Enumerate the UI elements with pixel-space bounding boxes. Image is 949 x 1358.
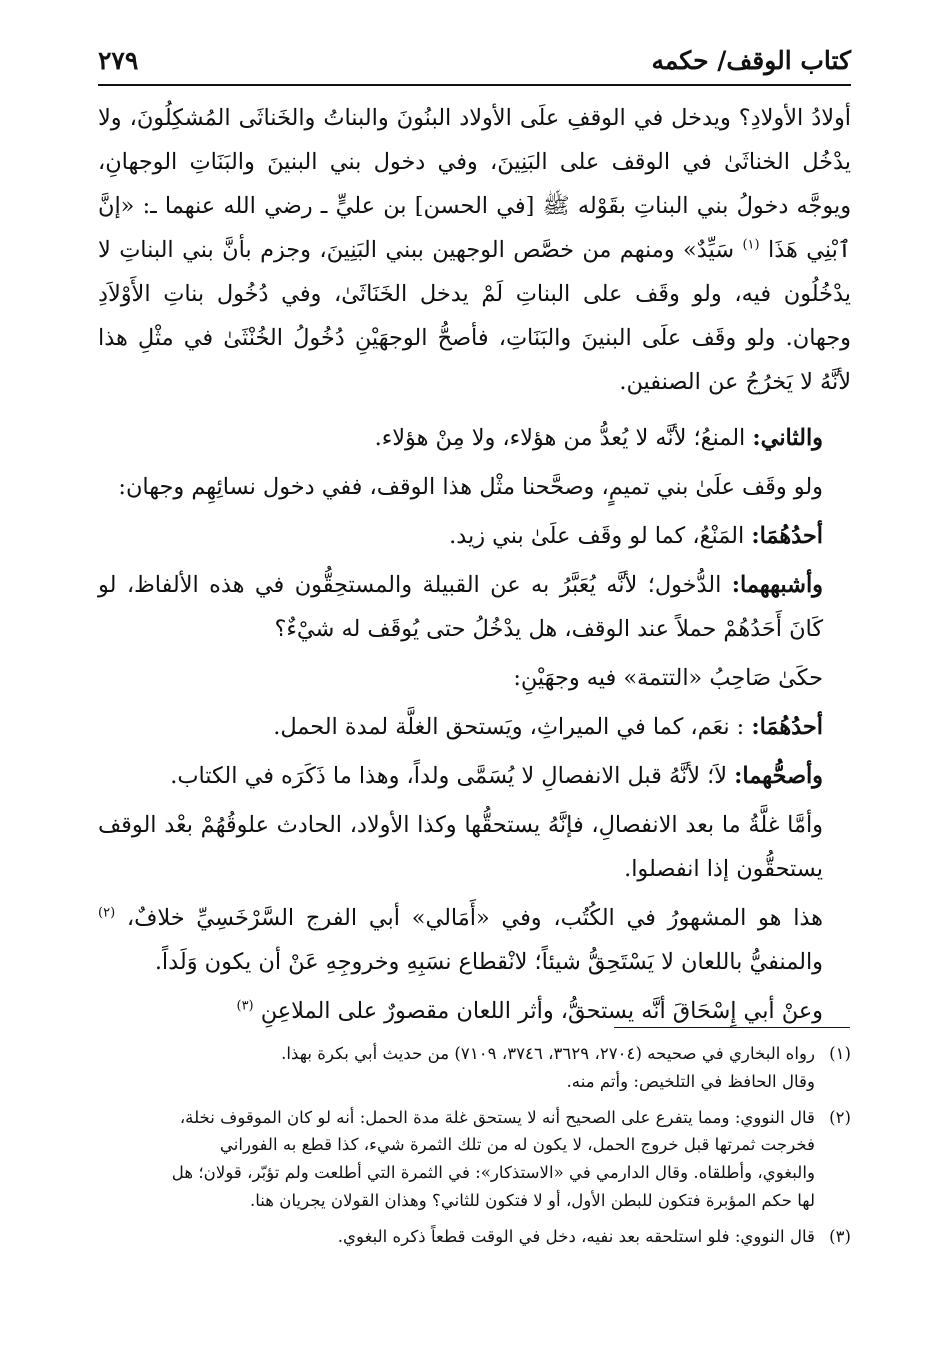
footnotes	[98, 1040, 851, 1259]
paragraph-lead: وأصحُّهما:	[734, 763, 823, 789]
paragraph-text: : نعَم، كما في الميراثِ، ويَستحق الغلَّة لمدة الحمل.	[273, 714, 745, 740]
paragraph-text: حكَىٰ صَاحِبُ «التتمة» فيه وجهَيْنِ:	[513, 665, 823, 691]
paragraph-1	[98, 96, 851, 404]
page-header	[98, 40, 851, 84]
text-line: وأمَّا غلَّةُ ما بعد الانفصالِ، فإنَّهُ يستحقُّها وكذا الأولاد، الحادث علوقُهُمْ بعْد	[164, 812, 823, 838]
paragraph-lead: أحدُهُمَا:	[751, 714, 823, 740]
footnote-line: رواه البخاري في صحيحه (٢٧٠٤، ٣٦٢٩، ٣٧٤٦، ٧١٠٩) من حديث أبي بكرة بهذا.	[281, 1044, 815, 1063]
footnote-text	[98, 1040, 815, 1096]
text-line: أولادُ الأولادِ؟ ويدخل في الوقفِ علَى الأولاد البنُونَ والبناتُ والخَناثَى المُشكِلُونَ، ولا	[98, 105, 851, 131]
paragraph-7	[98, 705, 851, 749]
footnote-ref-1: (١)	[742, 237, 760, 253]
footnote-line: والبغوي، وأطلقاه. وقال الدارمي في «الاستذكار»: في الثمرة التي أطلعت ولم تؤبّر، قولان؛ هل	[171, 1163, 815, 1183]
paragraph-text: وعنْ أبي إِسْحَاقَ أنَّه يستحقُّ، وأثر اللعان مقصورٌ على الملاعِنِ	[260, 998, 823, 1024]
footnote-separator	[614, 1027, 850, 1028]
footnote-line: لها حكم المؤبرة فتكون للبطن الأول، أو لا فتكون للثاني؟ وهذان القولان يجريان هنا.	[249, 1190, 815, 1210]
text-line: الدُّخول؛ لأنَّه يُعَبَّرُ به عن القبيلة والمستحِقُّون في هذه الألفاظ، لو	[98, 572, 722, 598]
footnote-ref-2: (٢)	[98, 905, 116, 921]
text-line: وجهان:	[118, 474, 185, 500]
paragraph-8	[98, 754, 851, 798]
paragraph-lead: وأشبههما:	[731, 572, 823, 598]
paragraph-3	[98, 465, 851, 509]
text-line: دخولُ بني البناتِ بقَوْله ﷺ [في الحسن] بن عليٍّ ـ رضي الله عنهما ـ: «إنَّ ٱبْنِي هَذَا	[98, 193, 851, 263]
footnote-number: (٢)	[829, 1107, 851, 1127]
paragraph-text: المَنْعُ، كما لو وقَف علَىٰ بني زيد.	[449, 523, 745, 549]
paragraph-5	[98, 563, 851, 651]
text-line: الوقف يستحقُّون إذا انفصلوا.	[98, 812, 823, 882]
footnote-3	[98, 1223, 851, 1251]
running-title: كتاب الوقف/ حكمه	[651, 46, 851, 75]
text-line: علَى البنينَ والبَنَاتِ، فأصحُّ الوجهَيْنِ دُخُولُ الخُنْثَىٰ في مثْلِ هذا لأنَّهُ لا يَخرُجُ عن	[98, 325, 851, 395]
footnote-2	[98, 1104, 851, 1215]
footnote-text	[98, 1104, 815, 1215]
main-text	[98, 96, 851, 1038]
header-rule	[98, 84, 851, 86]
paragraph-9	[98, 803, 851, 891]
text-line: سَيِّدٌ» ومنهم من خصَّص الوجهين ببني البَنِينَ، وجزم بأنَّ بني البناتِ لا يدْخُلُون فيه،	[98, 237, 852, 307]
text-line: والمنفيُّ باللعان لا يَسْتَحِقُّ شيئاً؛ لانْقطاع نسَبِهِ وخروجِهِ عَنْ أن يكون وَلَداً.	[154, 949, 823, 975]
footnote-line: فخرجت ثمرتها قبل خروج الحمل، لا يكون له من تلك الثمرة شيء، كذا قطع به الفوراني	[219, 1135, 815, 1155]
text-line: كَانَ أَحَدُهُمْ حملاً عند الوقف، هل يدْخُلُ حتى يُوقَف له شيْءٌ؟	[274, 616, 823, 642]
paragraph-6	[98, 656, 851, 700]
paragraph-lead: والثاني:	[752, 425, 823, 451]
footnote-text	[98, 1223, 815, 1251]
page-number: ٢٧٩	[98, 46, 139, 75]
footnote-line: قال النووي: ومما يتفرع على الصحيح أنه لا يستحق غلة مدة الحمل: أنه لو كان الموقوف نخلة،	[179, 1107, 815, 1127]
text-line: هذا هو المشهورُ في الكُتُب، وفي «أَمَالي» أبي الفرج السَّرْخَسِيِّ خلافٌ،	[126, 905, 823, 931]
paragraph-text: المنعُ؛ لأنَّه لا يُعدُّ من هؤلاء، ولا مِنْ هؤلاء.	[374, 425, 746, 451]
paragraph-4	[98, 514, 851, 558]
text-line: الصنفين.	[619, 369, 701, 395]
paragraph-text: لاَ؛ لأنَّهُ قبل الانفصالِ لا يُسَمَّى ولداً، وهذا ما ذَكَرَه في الكتاب.	[170, 763, 728, 789]
text-line: ولو وقَف علَىٰ بني تميمٍ، وصحَّحنا مثْل هذا الوقف، ففي دخول نسائِهِم	[191, 474, 823, 500]
text-line: يدْخُل الخناثَىٰ في الوقف على البَنِينَ، وفي دخول بني البنينَ والبَنَاتِ الوجهانِ، ويوجَّه	[98, 149, 852, 219]
footnote-line: قال النووي: فلو استلحقه بعد نفيه، دخل في الوقت قطعاً ذكره البغوي.	[337, 1226, 815, 1246]
footnote-number: (١)	[829, 1044, 851, 1063]
footnote-1	[98, 1040, 851, 1096]
footnote-ref-3: (٣)	[236, 998, 254, 1014]
paragraph-lead: أحدُهُمَا:	[751, 523, 823, 549]
footnote-number: (٣)	[829, 1226, 851, 1246]
footnote-line: وقال الحافظ في التلخيص: وأتم منه.	[566, 1071, 815, 1091]
paragraph-2	[98, 416, 851, 460]
paragraph-10	[98, 896, 851, 984]
text-line: ولو وقَف على البناتِ لَمْ يدخل الخَنَاثَىٰ، وفي دُخُول بناتِ الأَوْلاَدِ وجهان. ولو وقَف	[98, 281, 851, 351]
